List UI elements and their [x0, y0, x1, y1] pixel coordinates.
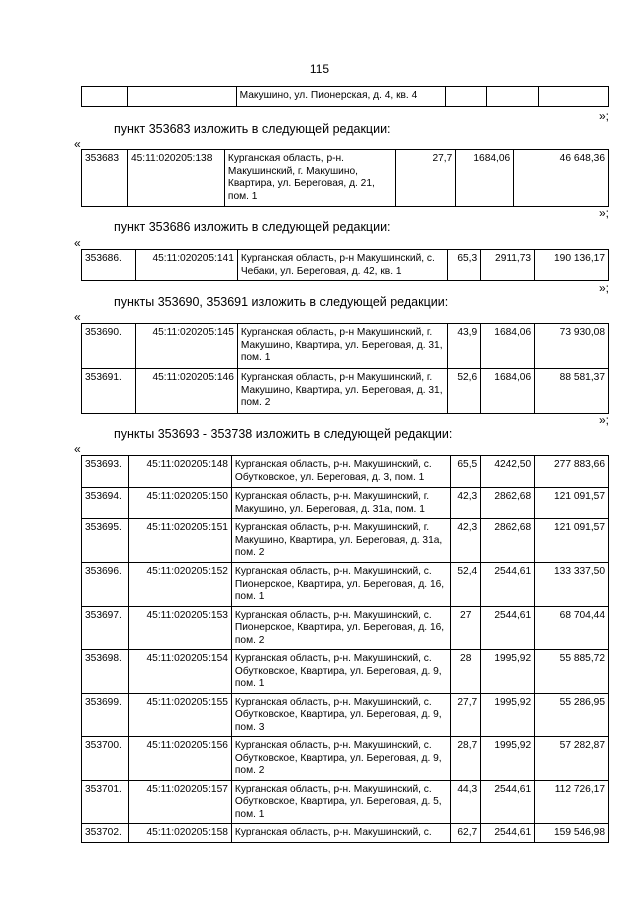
cell-cad: 45:11:020205:153 — [128, 606, 231, 650]
close-quote: »; — [598, 281, 609, 295]
cell-rate: 2544,61 — [481, 563, 535, 607]
cell-rate: 1995,92 — [481, 737, 535, 781]
open-quote: « — [74, 442, 81, 456]
close-quote: »; — [598, 206, 609, 220]
cell-address: Курганская область, р-н. Макушинский, с. Обутковское, Квартира, ул. Береговая, д. 9, пом. 3 — [231, 693, 450, 737]
cell-cad: 45:11:020205:138 — [127, 150, 224, 207]
cell-num: 353701. — [82, 780, 129, 824]
table-row — [82, 488, 609, 519]
cell-cad: 45:11:020205:141 — [135, 250, 237, 281]
cell-cost: 121 091,57 — [535, 519, 609, 563]
cell-address: Курганская область, р-н Макушинский, г. Макушино, Квартира, ул. Береговая, д. 31, пом. 1 — [237, 324, 447, 369]
cell-cost: 112 726,17 — [535, 780, 609, 824]
cell-cad: 45:11:020205:151 — [128, 519, 231, 563]
cell-cost: 57 282,87 — [535, 737, 609, 781]
table-row — [82, 369, 609, 414]
cell-address: Курганская область, р-н. Макушинский, с. Обутковское, ул. Береговая, д. 3, пом. 1 — [231, 456, 450, 488]
cell-rate: 2544,61 — [481, 780, 535, 824]
cell-address: Курганская область, р-н. Макушинский, с. — [231, 824, 450, 843]
table-row — [82, 456, 609, 488]
close-quote: »; — [598, 413, 609, 427]
open-quote: « — [74, 236, 81, 250]
cell-address: Курганская область, р-н. Макушинский, с. Обутковское, Квартира, ул. Береговая, д. 5, пом. 1 — [231, 780, 450, 824]
top-table — [81, 86, 609, 107]
cell-num: 353698. — [82, 650, 129, 694]
cell-rate: 1684,06 — [456, 150, 514, 207]
cell-address: Курганская область, р-н. Макушинский, с. Обутковское, Квартира, ул. Береговая, д. 9, пом. 1 — [231, 650, 450, 694]
table-row — [82, 324, 609, 369]
cell-num: 353693. — [82, 456, 129, 488]
cell-cost: 55 885,72 — [535, 650, 609, 694]
cell-address: Курганская область, р-н Макушинский, с. Чебаки, ул. Береговая, д. 42, кв. 1 — [237, 250, 447, 281]
table-row — [82, 563, 609, 607]
cell-area: 65,3 — [448, 250, 481, 281]
cell-cad — [127, 87, 236, 107]
cell-area: 27 — [451, 606, 481, 650]
cell-cad: 45:11:020205:157 — [128, 780, 231, 824]
cell-rate: 4242,50 — [481, 456, 535, 488]
cell-address: Курганская область, р-н. Макушинский, с. Пионерское, Квартира, ул. Береговая, д. 16, пом. 1 — [231, 563, 450, 607]
data-table — [81, 323, 609, 414]
cell-rate: 1995,92 — [481, 650, 535, 694]
cell-num: 353686. — [82, 250, 136, 281]
cell-area: 44,3 — [451, 780, 481, 824]
cell-cad: 45:11:020205:146 — [135, 369, 237, 414]
cell-area: 52,4 — [451, 563, 481, 607]
cell-cost: 73 930,08 — [535, 324, 609, 369]
cell-num: 353695. — [82, 519, 129, 563]
table-row — [82, 824, 609, 843]
cell-area: 28,7 — [451, 737, 481, 781]
cell-address: Курганская область, р-н. Макушинский, с. Пионерское, Квартира, ул. Береговая, д. 16, пом. 2 — [231, 606, 450, 650]
cell-rate: 2862,68 — [481, 519, 535, 563]
cell-area — [446, 87, 487, 107]
cell-cad: 45:11:020205:154 — [128, 650, 231, 694]
cell-area: 43,9 — [448, 324, 481, 369]
data-table — [81, 455, 609, 843]
cell-num: 353683 — [82, 150, 128, 207]
cell-cad: 45:11:020205:148 — [128, 456, 231, 488]
cell-area: 28 — [451, 650, 481, 694]
cell-area: 65,5 — [451, 456, 481, 488]
cell-address: Курганская область, р-н. Макушинский, г. Макушино, Квартира, ул. Береговая, д. 21, пом. 1 — [224, 150, 396, 207]
data-table — [81, 149, 609, 207]
cell-address: Курганская область, р-н. Макушинский, г. Макушино, ул. Береговая, д. 31а, пом. 1 — [231, 488, 450, 519]
cell-address: Курганская область, р-н. Макушинский, г. Макушино, Квартира, ул. Береговая, д. 31а, пом. 2 — [231, 519, 450, 563]
cell-cad: 45:11:020205:158 — [128, 824, 231, 843]
cell-num: 353690. — [82, 324, 136, 369]
open-quote: « — [74, 310, 81, 324]
cell-num: 353697. — [82, 606, 129, 650]
cell-rate: 2911,73 — [481, 250, 535, 281]
cell-cad: 45:11:020205:155 — [128, 693, 231, 737]
cell-address: Курганская область, р-н. Макушинский, с. Обутковское, Квартира, ул. Береговая, д. 9, пом. 2 — [231, 737, 450, 781]
table-row — [82, 606, 609, 650]
cell-rate: 2862,68 — [481, 488, 535, 519]
cell-cad: 45:11:020205:152 — [128, 563, 231, 607]
cell-num: 353699. — [82, 693, 129, 737]
cell-area: 27,7 — [451, 693, 481, 737]
cell-cost: 121 091,57 — [535, 488, 609, 519]
cell-rate: 1684,06 — [481, 369, 535, 414]
cell-area: 52,6 — [448, 369, 481, 414]
table-row — [82, 519, 609, 563]
page-number: 115 — [309, 62, 330, 76]
table-row — [82, 780, 609, 824]
table-row — [82, 87, 609, 107]
cell-num: 353694. — [82, 488, 129, 519]
section-heading: пункт 353686 изложить в следующей редакции: — [114, 220, 391, 234]
cell-rate: 2544,61 — [481, 824, 535, 843]
cell-num: 353700. — [82, 737, 129, 781]
cell-cost: 159 546,98 — [535, 824, 609, 843]
cell-rate — [487, 87, 539, 107]
open-quote: « — [74, 137, 81, 151]
cell-rate: 1684,06 — [481, 324, 535, 369]
cell-cost: 88 581,37 — [535, 369, 609, 414]
section-heading: пункт 353683 изложить в следующей редакции: — [114, 122, 391, 136]
cell-area: 27,7 — [396, 150, 456, 207]
section-heading: пункты 353690, 353691 изложить в следующей редакции: — [114, 295, 449, 309]
table-row — [82, 650, 609, 694]
cell-cost: 277 883,66 — [535, 456, 609, 488]
cell-area: 62,7 — [451, 824, 481, 843]
cell-cost — [539, 87, 609, 107]
cell-num: 353691. — [82, 369, 136, 414]
cell-cost: 68 704,44 — [535, 606, 609, 650]
cell-cad: 45:11:020205:145 — [135, 324, 237, 369]
table-row — [82, 737, 609, 781]
cell-rate: 2544,61 — [481, 606, 535, 650]
cell-address: Макушино, ул. Пионерская, д. 4, кв. 4 — [236, 87, 446, 107]
cell-cad: 45:11:020205:156 — [128, 737, 231, 781]
table-row — [82, 693, 609, 737]
cell-cost: 46 648,36 — [514, 150, 609, 207]
section-heading: пункты 353693 - 353738 изложить в следующей редакции: — [114, 427, 453, 441]
cell-cost: 190 136,17 — [535, 250, 609, 281]
table-row — [82, 150, 609, 207]
cell-num: 353696. — [82, 563, 129, 607]
close-quote: »; — [598, 109, 609, 123]
cell-address: Курганская область, р-н Макушинский, г. Макушино, Квартира, ул. Береговая, д. 31, пом. 2 — [237, 369, 447, 414]
cell-rate: 1995,92 — [481, 693, 535, 737]
cell-cad: 45:11:020205:150 — [128, 488, 231, 519]
cell-num: 353702. — [82, 824, 129, 843]
cell-area: 42,3 — [451, 519, 481, 563]
cell-num — [82, 87, 128, 107]
cell-cost: 133 337,50 — [535, 563, 609, 607]
cell-cost: 55 286,95 — [535, 693, 609, 737]
cell-area: 42,3 — [451, 488, 481, 519]
data-table — [81, 249, 609, 281]
table-row — [82, 250, 609, 281]
